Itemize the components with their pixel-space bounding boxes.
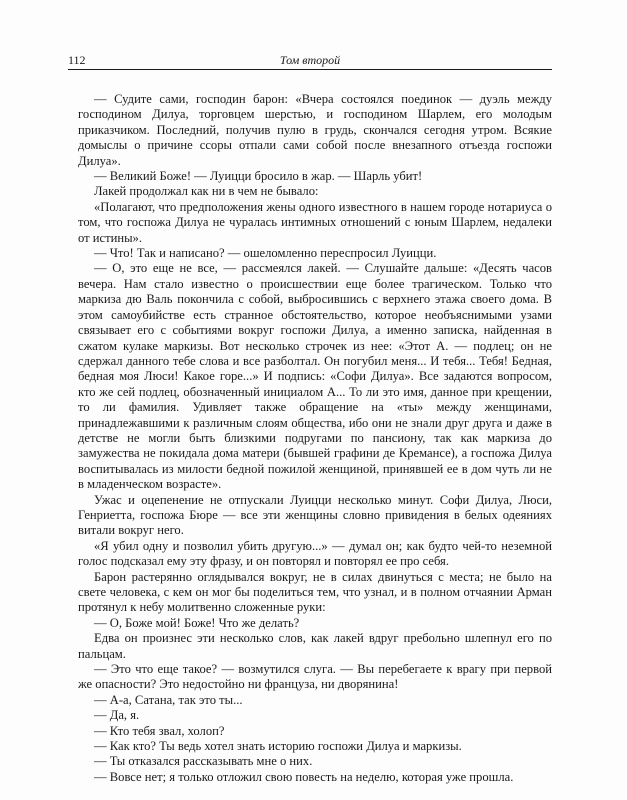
- paragraph: «Полагают, что предположения жены одного известного в нашем городе нотариуса о том, что госпожа Дилуа не чуралась интимных отношений с юным Шарлем, недалеки от истины».: [78, 199, 552, 245]
- paragraph: — Как кто? Ты ведь хотел знать историю госпожи Дилуа и маркизы.: [94, 739, 462, 754]
- paragraph: — Великий Боже! — Луицци бросило в жар. — Шарль убит!: [94, 169, 423, 184]
- running-title: Том второй: [279, 53, 341, 67]
- paragraph: — Ты отказался рассказывать мне о них.: [94, 754, 313, 769]
- paragraph: Лакей продолжал как ни в чем не бывало:: [94, 184, 319, 199]
- paragraph: — Судите сами, господин барон: «Вчера состоялся поединок — дуэль между господином Дилуа, торговцем шерстью, и господином Шарлем, его молодым приказчиком. Последний, получив пулю в грудь, скончался сегодня утром. Всякие домыслы о причине ссоры отпали сами собой после внезапного отъезда госпожи Дилуа».: [78, 92, 552, 168]
- paragraph: — Кто тебя звал, холоп?: [94, 723, 225, 738]
- paragraph: Ужас и оцепенение не отпускали Луицци несколько минут. Софи Дилуа, Люси, Генриетта, госпожа Бюре — все эти женщины словно привидения в белых одеяниях витали вокруг него.: [78, 492, 552, 538]
- paragraph: Барон растерянно оглядывался вокруг, не в силах двинуться с места; не было на свете человека, с кем он мог бы поделиться тем, что узнал, и в полном отчаянии Арман протянул к небу молитвенно сложенные руки:: [78, 569, 552, 615]
- paragraph: Едва он произнес эти несколько слов, как лакей вдруг пребольно шлепнул его по пальцам.: [78, 631, 552, 661]
- header-rule: [68, 69, 552, 70]
- page-number: 112: [68, 53, 86, 67]
- paragraph: — О, это еще не все, — рассмеялся лакей. — Слушайте дальше: «Десять часов вечера. Нам стало известно о происшествии еще более трагическом. Только что маркиза дю Валь покончила с собой, выбросившись с верхнего этажа своего дома. В этом самоубийстве есть странное обстоятельство, которое необъяснимыми узами связывает его с событиями вокруг госпожи Дилуа, а именно записка, найденная в сжатом кулаке маркизы. Вот несколько строчек из нее: «Этот А. — подлец; он не сдержал данного тебе слова и все разболтал. Он погубил меня... И тебя... Тебя! Бедная, бедная моя Люси! Какое горе...» И подпись: «Софи Дилуа». Все задаются вопросом, кто же сей подлец, обозначенный инициалом А... То ли это имя, данное при крещении, то ли фамилия. Удивляет также обращение на «ты» между женщинами, принадлежавшими к различным слоям общества, ибо они не знали друг друга и даже в детстве не могли быть близкими подругами по пансиону, так как маркиза до замужества не покидала дома матери (бывшей графини де Кремансе), а госпожа Дилуа воспитывалась из милости бедной пожилой женщиной, принявшей ее в дом чуть ли не в младенческом возрасте».: [78, 261, 552, 492]
- page-header: [68, 51, 552, 71]
- body-text: [78, 92, 552, 785]
- paragraph: — Да, я.: [94, 708, 140, 723]
- paragraph: — А-а, Сатана, так это ты...: [94, 692, 243, 707]
- paragraph: — Что! Так и написано? — ошеломленно переспросил Луицци.: [94, 246, 437, 261]
- paragraph: — О, Боже мой! Боже! Что же делать?: [94, 615, 300, 630]
- paragraph: «Я убил одну и позволил убить другую...» — думал он; как будто чей-то неземной голос подсказал ему эту фразу, и он повторял и повторял ее про себя.: [78, 538, 552, 569]
- paragraph: — Вовсе нет; я только отложил свою повесть на неделю, которая уже прошла.: [94, 769, 514, 784]
- paragraph: — Это что еще такое? — возмутился слуга. — Вы перебегаете к врагу при первой же опасности? Это недостойно ни француза, ни дворянина!: [78, 662, 552, 692]
